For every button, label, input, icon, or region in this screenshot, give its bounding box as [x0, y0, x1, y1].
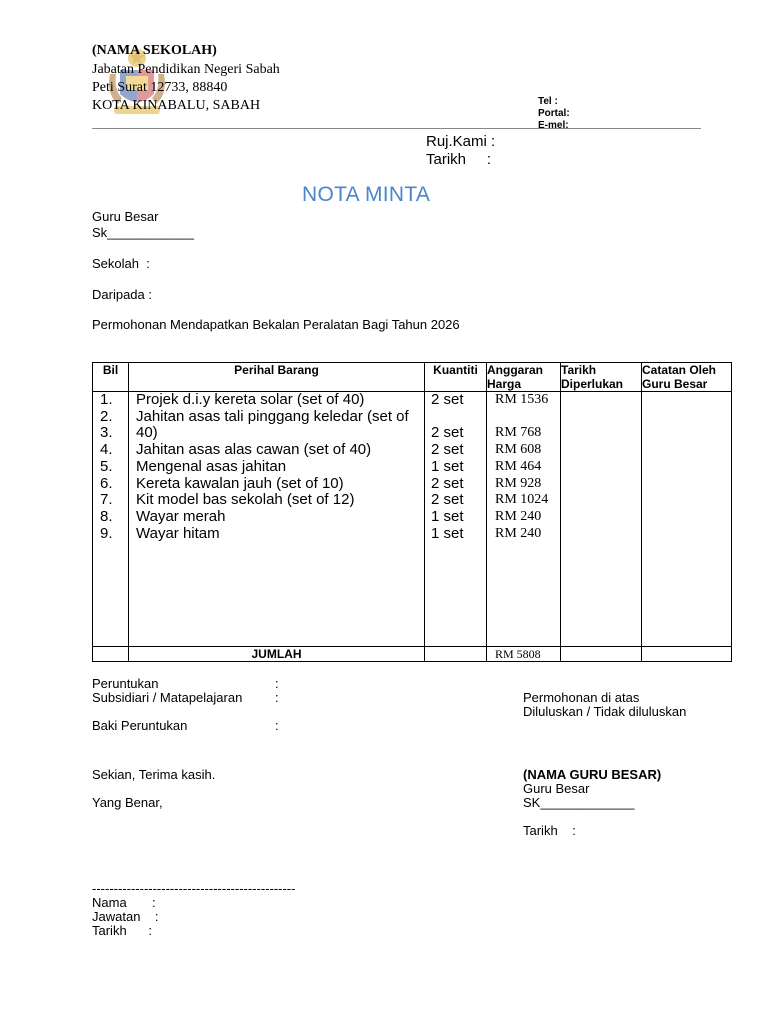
header-divider: [92, 128, 701, 129]
subsidiari-colon: :: [275, 690, 279, 705]
item-description: Jahitan asas alas cawan (set of 40): [136, 441, 372, 459]
item-price: RM 768: [495, 425, 542, 441]
item-price: RM 1536: [495, 392, 549, 407]
daripada-field: Daripada :: [92, 287, 152, 302]
item-description: Kereta kawalan jauh (set of 10): [136, 474, 344, 492]
table-row: [93, 392, 732, 647]
item-price: RM 464: [495, 458, 542, 474]
item-number: 2.: [100, 407, 113, 425]
approval-line-2: Diluluskan / Tidak diluluskan: [523, 704, 687, 719]
date-label: Tarikh :: [426, 151, 492, 168]
item-description: Kit model bas sekolah (set of 12): [136, 491, 355, 509]
item-description: Wayar merah: [136, 507, 226, 525]
item-price: RM 240: [495, 525, 542, 541]
header-perihal: Perihal Barang: [129, 363, 425, 392]
item-description: Mengenal asas jahitan: [136, 457, 287, 475]
portal-label: Portal:: [538, 108, 570, 119]
kuantiti-column: [425, 392, 487, 647]
signature-nama: Nama :: [92, 895, 156, 910]
item-description: Jahitan asas tali pinggang keledar (set of 40): [136, 407, 409, 442]
baki-label: Baki Peruntukan: [92, 718, 188, 733]
peruntukan-label: Peruntukan: [92, 676, 159, 691]
recipient-school: Sk____________: [92, 225, 194, 240]
bil-column: [93, 392, 129, 647]
document-title: NOTA MINTA: [302, 183, 431, 206]
item-quantity: 2 set: [431, 424, 464, 442]
item-quantity: 1 set: [431, 507, 464, 525]
item-number: 8.: [100, 507, 113, 525]
header-tarikh: Tarikh Diperlukan: [561, 363, 642, 392]
postal-address: Peti Surat 12733, 88840: [92, 80, 228, 95]
recipient-title: Guru Besar: [92, 209, 159, 224]
item-number: 5.: [100, 457, 113, 475]
city-address: KOTA KINABALU, SABAH: [92, 98, 261, 113]
item-number: 6.: [100, 474, 113, 492]
item-quantity: 2 set: [431, 441, 464, 459]
headmaster-title: Guru Besar: [523, 781, 590, 796]
perihal-column: [129, 392, 425, 647]
headmaster-school: SK_____________: [523, 795, 635, 810]
anggaran-column: [487, 392, 561, 647]
item-quantity: 2 set: [431, 491, 464, 509]
item-quantity: 2 set: [431, 474, 464, 492]
item-quantity: 2 set: [431, 391, 464, 408]
item-number: 3.: [100, 424, 113, 442]
headmaster-name: (NAMA GURU BESAR): [523, 767, 662, 782]
item-number: 7.: [100, 491, 113, 509]
closing-yang-benar: Yang Benar,: [92, 795, 163, 810]
approval-line-1: Permohonan di atas: [523, 690, 640, 705]
headmaster-date: Tarikh :: [523, 823, 576, 838]
email-label: E-mel:: [538, 120, 569, 131]
signature-tarikh: Tarikh :: [92, 923, 152, 938]
total-label: JUMLAH: [129, 647, 425, 662]
item-price-spacer: [487, 409, 560, 426]
signature-jawatan: Jawatan :: [92, 909, 159, 924]
header-kuantiti: Kuantiti: [425, 363, 487, 392]
total-empty-cell: [642, 647, 732, 662]
item-number: 1.: [100, 391, 113, 408]
header-catatan: Catatan Oleh Guru Besar: [642, 363, 732, 392]
item-price: RM 240: [495, 508, 542, 524]
total-empty-cell: [425, 647, 487, 662]
subsidiari-label: Subsidiari / Matapelajaran: [92, 690, 243, 705]
item-price: RM 928: [495, 475, 542, 491]
item-number: 4.: [100, 441, 113, 459]
item-price: RM 1024: [495, 492, 549, 508]
closing-thanks: Sekian, Terima kasih.: [92, 767, 216, 782]
total-value: RM 5808: [487, 647, 561, 662]
total-empty-cell: [561, 647, 642, 662]
tarikh-column: [561, 392, 642, 647]
item-quantity: 1 set: [431, 457, 464, 475]
department-name: Jabatan Pendidikan Negeri Sabah: [92, 62, 280, 77]
item-description: Projek d.i.y kereta solar (set of 40): [136, 391, 365, 408]
sekolah-field: Sekolah :: [92, 256, 150, 271]
item-quantity-spacer: [425, 409, 486, 426]
tel-label: Tel :: [538, 96, 558, 107]
catatan-column: [642, 392, 732, 647]
item-quantity: 1 set: [431, 524, 464, 542]
table-header-row: [93, 363, 732, 392]
item-number: 9.: [100, 524, 113, 542]
total-row: [93, 647, 732, 662]
header-bil: Bil: [93, 363, 129, 392]
school-name: (NAMA SEKOLAH): [92, 43, 217, 58]
item-price: RM 608: [495, 442, 542, 458]
signature-line: -----------------------------------------------: [92, 881, 296, 896]
item-description: Wayar hitam: [136, 524, 220, 542]
header-anggaran: Anggaran Harga: [487, 363, 561, 392]
total-empty-cell: [93, 647, 129, 662]
reference-label: Ruj.Kami :: [426, 133, 496, 150]
baki-colon: :: [275, 718, 279, 733]
subject-line: Permohonan Mendapatkan Bekalan Peralatan Bagi Tahun 2026: [92, 317, 460, 332]
peruntukan-colon: :: [275, 676, 279, 691]
items-table: [92, 362, 732, 662]
